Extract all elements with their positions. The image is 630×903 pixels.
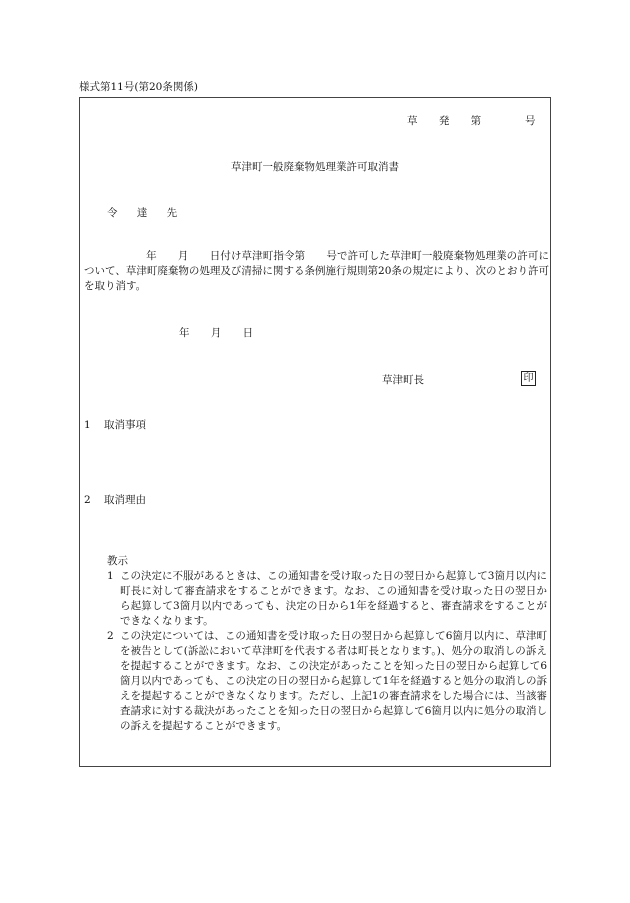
item-label: 取消理由 bbox=[104, 494, 146, 506]
document-title: 草津町一般廃棄物処理業許可取消書 bbox=[231, 161, 399, 173]
notice-text: この決定については、この通知書を受け取った日の翌日から起算して6箇月以内に、草津町を被告として(訴訟において草津町を代表する者は町長となります。)、処分の取消しの訴えを提起することができます。なお、この決定があったことを知った日の翌日から起算して6箇月以内であっても、この決定の日の翌日から起算して1年を経過すると処分の取消しの訴えを提起することができなくなります。ただし、上記1の審査請求をした場合には、当該審査請求に対する裁決があったことを知った日の翌日から起算して6箇月以内に処分の取消しの訴えを提起することができます。 bbox=[120, 630, 547, 732]
notice-heading: 教示 bbox=[107, 555, 128, 567]
item-number: 1 bbox=[84, 419, 91, 431]
item-label: 取消事項 bbox=[104, 419, 146, 431]
form-number-label: 様式第11号(第20条関係) bbox=[79, 81, 198, 93]
item-revocation-matter bbox=[84, 418, 146, 432]
notice-number: 2 bbox=[107, 630, 114, 642]
notice-text: この決定に不服があるときは、この通知書を受け取った日の翌日から起算して3箇月以内に町長に対して審査請求をすることができます。なお、この通知書を受け取った日の翌日から起算して3箇月以内であっても、決定の日から1年を経過すると、審査請求をすることができなくなります。 bbox=[120, 570, 547, 627]
reference-suffix: 号 bbox=[525, 115, 545, 127]
issuer-name: 草津町長 bbox=[382, 374, 424, 386]
item-revocation-reason bbox=[84, 493, 146, 507]
body-paragraph bbox=[84, 249, 549, 294]
notice-item bbox=[107, 569, 547, 629]
item-number: 2 bbox=[84, 494, 91, 506]
notice-number: 1 bbox=[107, 570, 114, 582]
addressee-label: 令 達 先 bbox=[107, 207, 186, 219]
reference-prefix: 草 発 第 bbox=[407, 115, 491, 127]
issue-date-line: 年 月 日 bbox=[179, 327, 254, 339]
reference-number bbox=[407, 114, 545, 128]
notice-item bbox=[107, 629, 547, 734]
seal-mark: 印 bbox=[521, 371, 536, 386]
body-text: 年 月 日付け草津町指令第 号で許可した草津町一般廃棄物処理業の許可について、草津町廃棄物の処理及び清掃に関する条例施行規則第20条の規定により、次のとおり許可を取り消す。 bbox=[84, 250, 549, 292]
